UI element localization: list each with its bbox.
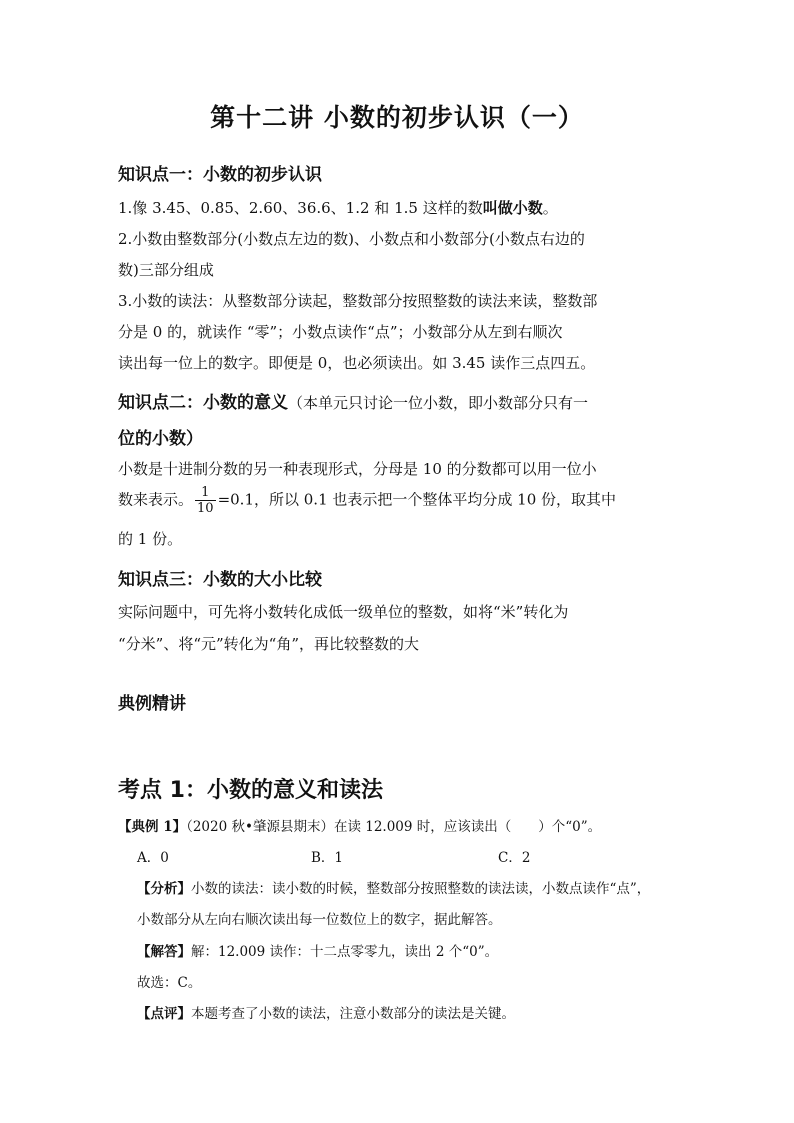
analysis-line2: 小数部分从左向右顺次读出每一位数位上的数字，据此解答。: [137, 912, 502, 928]
example-tag: 【典例 1】: [118, 819, 187, 835]
section2-heading-title: 知识点二：小数的意义: [118, 393, 288, 413]
option-a: A．0: [137, 850, 169, 866]
section3-line2: “分米”、将“元”转化为“角”，再比较整数的大: [118, 635, 420, 653]
section1-line1: [118, 197, 558, 218]
section2-line1: 小数是十进制分数的另一种表现形式，分母是 10 的分数都可以用一位小: [118, 460, 597, 478]
answer-text: 解：12.009 读作：十二点零零九，读出 2 个“0”。: [191, 944, 499, 960]
analysis-text: 小数的读法：读小数的时候，整数部分按照整数的读法读，小数点读作“点”，: [191, 881, 651, 897]
section1-line1-bold: 叫做小数: [482, 199, 543, 217]
examples-heading: 典例精讲: [118, 694, 186, 714]
section2-line3: 的 1 份。: [118, 530, 183, 548]
section2-line2: [118, 485, 616, 516]
section2-heading-note: （本单元只讨论一位小数，即小数部分只有一: [288, 394, 589, 412]
section1-line5: 分是 0 的，就读作 “零”；小数点读作“点”；小数部分从左到右顺次: [118, 323, 563, 341]
section1-line1-text: 1.像 3.45、0.85、2.60、36.6、1.2 和 1.5 这样的数: [118, 199, 483, 217]
comment-text: 本题考查了小数的读法，注意小数部分的读法是关键。: [191, 1006, 515, 1022]
example-question: （2020 秋•肇源县期末）在读 12.009 时，应该读出（ ）个“0”。: [186, 819, 602, 835]
answer-tag: 【解答】: [137, 944, 191, 960]
example-1: [118, 815, 601, 835]
section2-heading: [118, 388, 588, 413]
comment-tag: 【点评】: [137, 1006, 191, 1022]
section2-line2-text: 数来表示。: [118, 490, 194, 509]
fraction-numerator: 1: [195, 485, 216, 501]
section2-line2-end: =0.1，所以 0.1 也表示把一个整体平均分成 10 份，取其中: [217, 490, 617, 509]
section3-line1: 实际问题中，可先将小数转化成低一级单位的整数，如将“米”转化为: [118, 603, 569, 621]
section3-heading: 知识点三：小数的大小比较: [118, 570, 322, 590]
section1-line1-end: 。: [542, 199, 558, 217]
section2-heading-line2: 位的小数）: [118, 429, 203, 449]
page-title: 第十二讲 小数的初步认识（一）: [210, 103, 584, 132]
section1-line6: 读出每一位上的数字。即便是 0，也必须读出。如 3.45 读作三点四五。: [118, 354, 596, 372]
section1-heading: 知识点一：小数的初步认识: [118, 165, 322, 185]
comment-line: [137, 1002, 515, 1022]
choice-line: 故选：C。: [137, 975, 202, 991]
answer-line: [137, 940, 498, 960]
fraction-denominator: 10: [197, 501, 214, 516]
fraction: [195, 485, 216, 516]
analysis-tag: 【分析】: [137, 881, 191, 897]
section1-line4: 3.小数的读法：从整数部分读起，整数部分按照整数的读法来读，整数部: [118, 292, 598, 310]
option-c: C．2: [498, 850, 531, 866]
section1-line2: 2.小数由整数部分(小数点左边的数)、小数点和小数部分(小数点右边的: [118, 230, 585, 248]
kaodian-heading: 考点 1：小数的意义和读法: [118, 778, 383, 803]
analysis-line1: [137, 877, 650, 897]
option-b: B．1: [311, 850, 344, 866]
section1-line3: 数)三部分组成: [118, 261, 214, 279]
